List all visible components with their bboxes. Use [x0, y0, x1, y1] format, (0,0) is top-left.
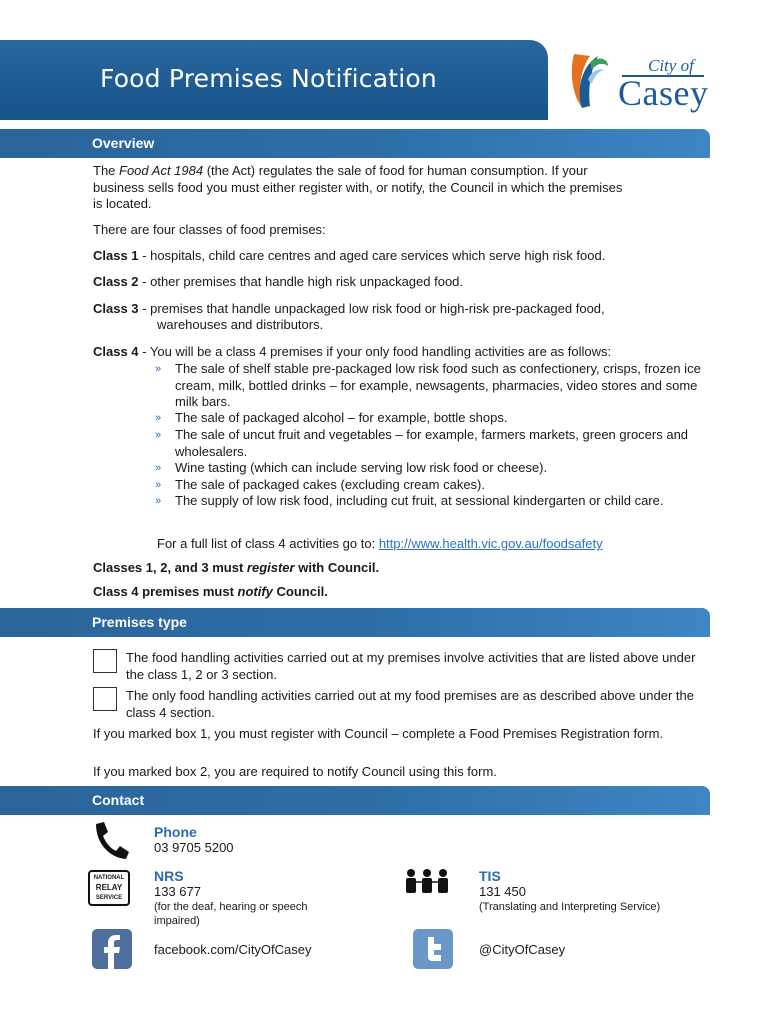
tis-people-icon: [404, 868, 450, 894]
box-1-note: If you marked box 1, you must register with Council – complete a Food Premises Registration form.: [93, 726, 664, 741]
act-title: Food Act 1984: [119, 163, 204, 178]
bullet-marker-icon: »: [155, 462, 162, 474]
class-2: Class 2 - other premises that handle high risk unpackaged food.: [93, 274, 464, 289]
register-rule: Classes 1, 2, and 3 must register with Council.: [93, 560, 380, 575]
tis-title: TIS: [479, 868, 501, 884]
page-title: Food Premises Notification: [100, 64, 437, 93]
class-4-bullet: » The sale of shelf stable pre-packaged low risk food such as confectionery, crisps, frozen ice cream, milk, bottled drinks – for example, newsagents, pharmacies, video stores and some milk bars.: [155, 361, 701, 409]
class-4-option-label: The only food handling activities carried out at my food premises are as described above under the class 4 section.: [126, 688, 694, 720]
twitter-icon[interactable]: [413, 929, 453, 969]
logo-text-casey: Casey: [618, 73, 709, 113]
class-4-checkbox[interactable]: [93, 687, 117, 711]
bullet-marker-icon: »: [155, 479, 162, 491]
nrs-logo-line: NATIONAL: [93, 875, 125, 881]
class-4-bullet: » The supply of low risk food, including cut fruit, at sessional kindergarten or child care.: [155, 493, 664, 508]
intro-line-2: business sells food you must either register with, or notify, the Council in which the premises: [93, 179, 623, 195]
class-3-continued: warehouses and distributors.: [157, 317, 324, 332]
box-2-note: If you marked box 2, you are required to notify Council using this form.: [93, 764, 497, 779]
notify-rule: Class 4 premises must notify Council.: [93, 584, 328, 599]
intro-line-3: is located.: [93, 196, 152, 211]
foodsafety-link[interactable]: http://www.health.vic.gov.au/foodsafety: [378, 536, 603, 551]
class-4-bullet: » The sale of packaged cakes (excluding cream cakes).: [155, 477, 485, 492]
nrs-logo-line: SERVICE: [95, 895, 123, 901]
phone-title: Phone: [154, 824, 197, 840]
intro-line-1: The Food Act 1984 (the Act) regulates the sale of food for human consumption. If your: [93, 163, 588, 178]
class-4: Class 4 - You will be a class 4 premises if your only food handling activities are as follows:: [93, 344, 612, 359]
class-3: Class 3 - premises that handle unpackaged low risk food or high-risk pre-packaged food,: [93, 301, 605, 316]
overview-heading: Overview: [0, 129, 710, 158]
facebook-handle[interactable]: facebook.com/CityOfCasey: [154, 942, 312, 957]
class-1: Class 1 - hospitals, child care centres and aged care services which serve high risk food.: [93, 248, 606, 263]
class-1-3-checkbox[interactable]: [93, 649, 117, 673]
class-4-bullet: » Wine tasting (which can include serving low risk food or cheese).: [155, 460, 548, 475]
bullet-marker-icon: »: [155, 429, 162, 441]
tis-note: (Translating and Interpreting Service): [479, 901, 661, 913]
class-4-bullet: » The sale of packaged alcohol – for example, bottle shops.: [155, 410, 508, 425]
phone-icon: [92, 820, 130, 860]
overview-intro: [93, 163, 705, 213]
contact-heading: Contact: [0, 786, 710, 815]
full-list-line: For a full list of class 4 activities go to: http://www.health.vic.gov.au/foodsafety: [157, 536, 603, 551]
nrs-number: 133 677: [154, 884, 201, 899]
nrs-note: (for the deaf, hearing or speech impaired): [154, 901, 308, 927]
bullet-marker-icon: »: [155, 495, 162, 507]
class-4-bullet: » The sale of uncut fruit and vegetables – for example, farmers markets, green grocers and wholesalers.: [155, 427, 689, 459]
twitter-handle[interactable]: @CityOfCasey: [479, 942, 566, 957]
facebook-icon[interactable]: [92, 929, 132, 969]
nrs-logo-line: RELAY: [95, 883, 123, 892]
class-1-3-option-label: The food handling activities carried out at my premises involve activities that are listed above under the class 1, 2 or 3 section.: [126, 650, 696, 682]
bullet-marker-icon: »: [155, 412, 162, 424]
nrs-logo-icon: [88, 870, 134, 910]
phone-number: 03 9705 5200: [154, 840, 234, 855]
nrs-title: NRS: [154, 868, 184, 884]
tis-number: 131 450: [479, 884, 526, 899]
bullet-marker-icon: »: [155, 363, 162, 375]
classes-lead: There are four classes of food premises:: [93, 222, 326, 237]
logo-text-city-of: City of: [648, 56, 694, 75]
premises-type-heading: Premises type: [0, 608, 710, 637]
